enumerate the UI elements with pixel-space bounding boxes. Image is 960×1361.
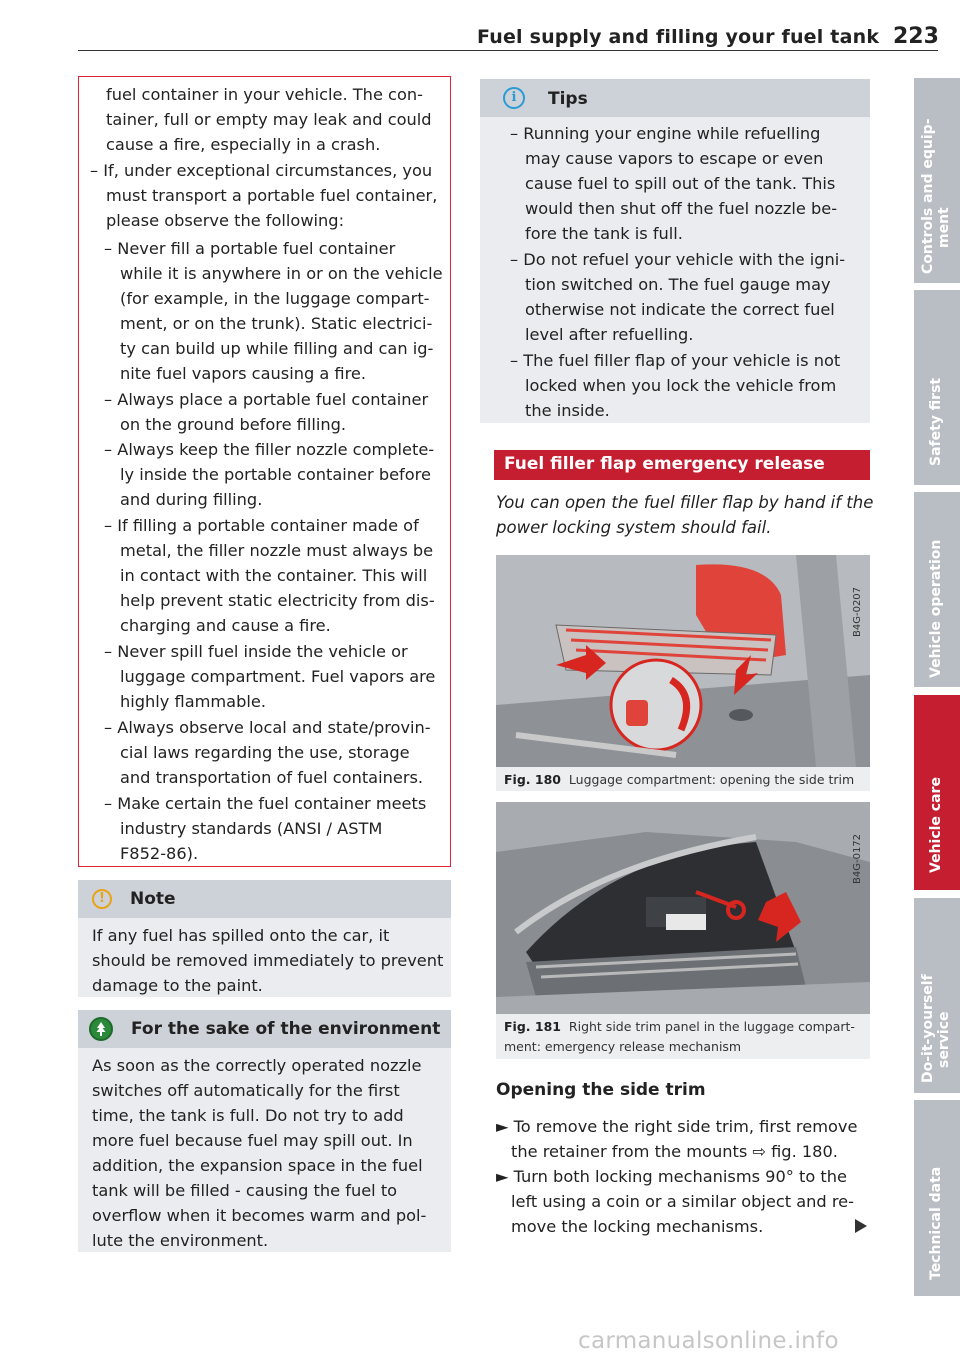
environment-line: As soon as the correctly operated nozzle (92, 1056, 422, 1075)
warning-line: – Always keep the filler nozzle complete- (104, 440, 435, 459)
tab-label: Vehicle operation (928, 539, 944, 678)
warning-line: ty can build up while filling and can ig- (120, 339, 434, 358)
note-label: Note (130, 889, 176, 909)
warning-line: – Never fill a portable fuel container (104, 239, 396, 258)
tab-vehicle-operation[interactable] (914, 492, 960, 687)
tips-line: the inside. (525, 401, 610, 420)
warning-line: ly inside the portable container before (120, 465, 431, 484)
watermark: carmanualsonline.info (578, 1328, 839, 1354)
warning-line: fuel container in your vehicle. The con- (106, 85, 423, 104)
instruction-line: move the locking mechanisms. (511, 1217, 764, 1236)
environment-line: overflow when it becomes warm and pol- (92, 1206, 427, 1225)
note-line: If any fuel has spilled onto the car, it (92, 926, 390, 945)
figure-180-caption (504, 770, 854, 790)
warning-line: ment, or on the trunk). Static electrici- (120, 314, 433, 333)
warning-line: charging and cause a fire. (120, 616, 331, 635)
instruction-line: the retainer from the mounts ⇨ fig. 180. (511, 1142, 838, 1161)
page-number: 223 (893, 24, 939, 49)
tab-label: Do-it-yourself (920, 974, 936, 1083)
instruction-line: ► To remove the right side trim, first remove (496, 1117, 858, 1136)
warning-line: and transportation of fuel containers. (120, 768, 424, 787)
figure-180-number: Fig. 180 (504, 772, 561, 787)
section-heading: Fuel filler flap emergency release (504, 454, 825, 474)
warning-line: industry standards (ANSI / ASTM (120, 819, 383, 838)
warning-line: highly flammable. (120, 692, 266, 711)
tab-vehicle-care[interactable] (914, 695, 960, 890)
continue-arrow-icon (855, 1219, 867, 1233)
tab-label: Technical data (928, 1166, 944, 1280)
tab-label: ment (936, 207, 952, 248)
header-rule (78, 50, 938, 51)
warning-line: while it is anywhere in or on the vehicle (120, 264, 443, 283)
tree-globe-icon (89, 1017, 113, 1041)
tips-line: level after refuelling. (525, 325, 694, 344)
tab-label: Controls and equip- (920, 118, 936, 274)
tips-line: tion switched on. The fuel gauge may (525, 275, 831, 294)
environment-line: addition, the expansion space in the fuel (92, 1156, 423, 1175)
warning-line: and during filling. (120, 490, 263, 509)
note-line: damage to the paint. (92, 976, 263, 995)
warning-line: (for example, in the luggage compart- (120, 289, 430, 308)
warning-line: must transport a portable fuel container, (106, 186, 438, 205)
warning-line: – Always place a portable fuel container (104, 390, 429, 409)
warning-line: please observe the following: (106, 211, 345, 230)
environment-line: lute the environment. (92, 1231, 269, 1250)
subsection-heading: Opening the side trim (496, 1080, 706, 1100)
tab-do-it-yourself-service[interactable] (914, 898, 960, 1093)
warning-line: F852-86). (120, 844, 199, 863)
figure-180-code: B4G-0207 (852, 586, 863, 637)
environment-line: more fuel because fuel may spill out. In (92, 1131, 413, 1150)
warning-line: – If, under exceptional circumstances, you (90, 161, 433, 180)
tips-line: – Do not refuel your vehicle with the igni- (510, 250, 846, 269)
tab-label: Safety first (928, 377, 944, 466)
tab-safety-first[interactable] (914, 290, 960, 485)
figure-181-caption-line2: ment: emergency release mechanism (504, 1039, 742, 1054)
environment-label: For the sake of the environment (131, 1019, 441, 1039)
section-intro-line: You can open the fuel filler flap by hand if the (496, 493, 874, 512)
figure-181-image (496, 802, 870, 1014)
figure-181-caption-line1 (504, 1017, 855, 1037)
warning-line: luggage compartment. Fuel vapors are (120, 667, 436, 686)
tips-line: would then shut off the fuel nozzle be- (525, 199, 838, 218)
instruction-line: left using a coin or a similar object and re- (511, 1192, 854, 1211)
warning-line: – If filling a portable container made of (104, 516, 419, 535)
warning-line: – Never spill fuel inside the vehicle or (104, 642, 408, 661)
warning-line: cial laws regarding the use, storage (120, 743, 410, 762)
warning-line: on the ground before filling. (120, 415, 347, 434)
instruction-line: ► Turn both locking mechanisms 90° to the (496, 1167, 847, 1186)
tips-line: – Running your engine while refuelling (510, 124, 821, 143)
warning-line: – Always observe local and state/provin- (104, 718, 431, 737)
warning-line: tainer, full or empty may leak and could (106, 110, 432, 129)
info-icon: i (503, 87, 525, 109)
figure-181-number: Fig. 181 (504, 1019, 561, 1034)
warning-line: help prevent static electricity from dis- (120, 591, 435, 610)
exclamation-circle-icon: ! (92, 889, 112, 909)
figure-181-caption-text: Right side trim panel in the luggage compart- (568, 1019, 855, 1034)
tips-header (480, 79, 870, 117)
tips-line: otherwise not indicate the correct fuel (525, 300, 835, 319)
tips-label: Tips (548, 89, 588, 109)
figure-181-code: B4G-0172 (852, 833, 863, 884)
environment-line: switches off automatically for the first (92, 1081, 400, 1100)
warning-line: cause a fire, especially in a crash. (106, 135, 381, 154)
figure-180-caption-text: Luggage compartment: opening the side trim (568, 772, 855, 787)
tips-line: – The fuel filler flap of your vehicle is not (510, 351, 841, 370)
environment-line: tank will be filled - causing the fuel to (92, 1181, 398, 1200)
tab-controls-and-equipment[interactable] (914, 78, 960, 283)
figure-180-image (496, 555, 870, 767)
note-line: should be removed immediately to prevent (92, 951, 444, 970)
tips-line: cause fuel to spill out of the tank. This (525, 174, 836, 193)
warning-line: in contact with the container. This will (120, 566, 428, 585)
tab-technical-data[interactable] (914, 1100, 960, 1296)
tips-line: locked when you lock the vehicle from (525, 376, 837, 395)
section-intro-line: power locking system should fail. (496, 518, 772, 537)
running-header-title: Fuel supply and filling your fuel tank (477, 26, 880, 48)
tab-label: Vehicle care (928, 777, 944, 873)
tab-label: service (936, 1011, 952, 1068)
warning-line: nite fuel vapors causing a fire. (120, 364, 367, 383)
tips-line: may cause vapors to escape or even (525, 149, 824, 168)
warning-line: metal, the filler nozzle must always be (120, 541, 434, 560)
tips-line: fore the tank is full. (525, 224, 683, 243)
environment-line: time, the tank is full. Do not try to add (92, 1106, 404, 1125)
warning-line: – Make certain the fuel container meets (104, 794, 427, 813)
